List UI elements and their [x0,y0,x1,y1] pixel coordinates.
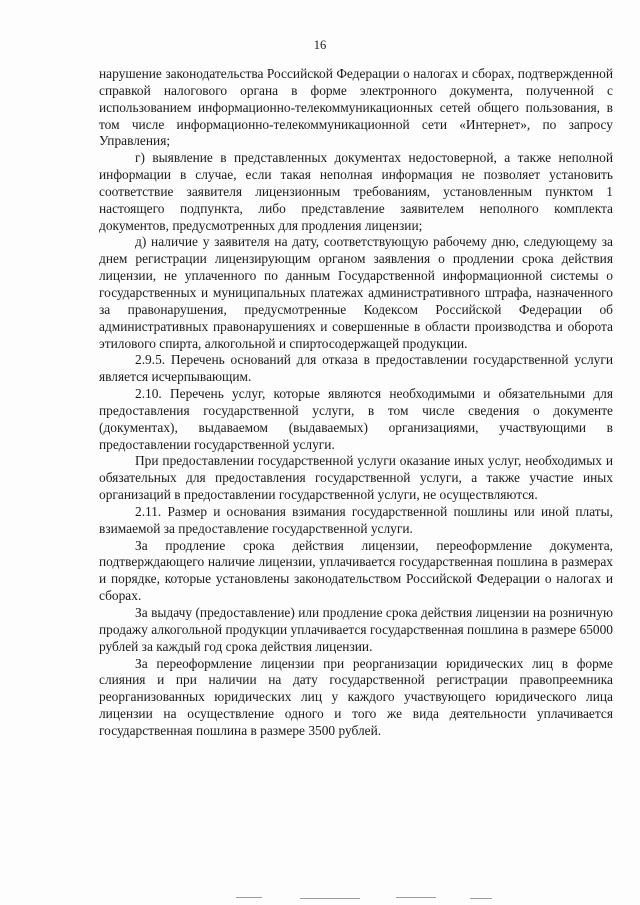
paragraph-fee-extension: За продление срока действия лицензии, переоформление документа, подтверждающего наличие лицензии, уплачивается государственная пошлина в размерах и порядке, которые установлены законодательством Российской Федерации о налогах и сборах. [99,537,613,604]
document-body [99,66,613,740]
page-number: 16 [313,38,327,52]
paragraph-item-g: г) выявление в представленных документах недостоверной, а также неполной информации в случае, если такая неполная информация не позволяет установить соответствие заявителя лицензионным требованиям, установленным пунктом 1 настоящего подпункта, либо представление заявителем неполного комплекта документов, предусмотренных для продления лицензии; [99,150,613,233]
paragraph-other-services: При предоставлении государственной услуги оказание иных услуг, необходимых и обязательных для предоставления государственной услуги, а также участие иных организаций в предоставлении государственной услуги, не осуществляются. [99,453,613,503]
paragraph-continuation: нарушение законодательства Российской Федерации о налогах и сборах, подтвержденной справкой налогового органа в форме электронного документа, полученной с использованием информационно-телекоммуникационных сетей общего пользования, в том числе информационно-телекоммуникационной сети «Интернет», по запросу Управления; [99,66,613,149]
paragraph-2-11: 2.11. Размер и основания взимания государственной пошлины или иной платы, взимаемой за предоставление государственной услуги. [99,503,613,536]
paragraph-fee-retail: За выдачу (предоставление) или продление срока действия лицензии на розничную продажу алкогольной продукции уплачивается государственная пошлина в размере 65000 рублей за каждый год срока действия лицензии. [99,605,613,654]
paragraph-fee-reorganization: За переоформление лицензии при реорганизации юридических лиц в форме слияния и при наличии на дату государственной регистрации правопреемника реорганизованных юридических лиц у каждого участвующего юридического лица лицензии на осуществление одного и того же вида деятельности уплачивается государственная пошлина в размере 3500 рублей. [99,655,613,738]
paragraph-2-9-5: 2.9.5. Перечень оснований для отказа в предоставлении государственной услуги является исчерпывающим. [99,352,613,385]
paragraph-2-10: 2.10. Перечень услуг, которые являются необходимыми и обязательными для предоставления государственной услуги, в том числе сведения о документе (документах), выдаваемом (выдаваемых) организациями, участвующими в предоставлении государственной услуги. [99,386,613,452]
scan-edge-artifact [0,893,640,905]
paragraph-item-d: д) наличие у заявителя на дату, соответствующую рабочему дню, следующему за днем регистрации лицензирующим органом заявления о продлении срока действия лицензии, не уплаченного по данным Государственной информационной системы о государственных и муниципальных платежах административного штрафа, назначенного за правонарушения, предусмотренные Кодексом Российской Федерации об административных правонарушениях и совершенные в области производства и оборота этилового спирта, алкогольной и спиртосодержащей продукции. [99,234,613,351]
